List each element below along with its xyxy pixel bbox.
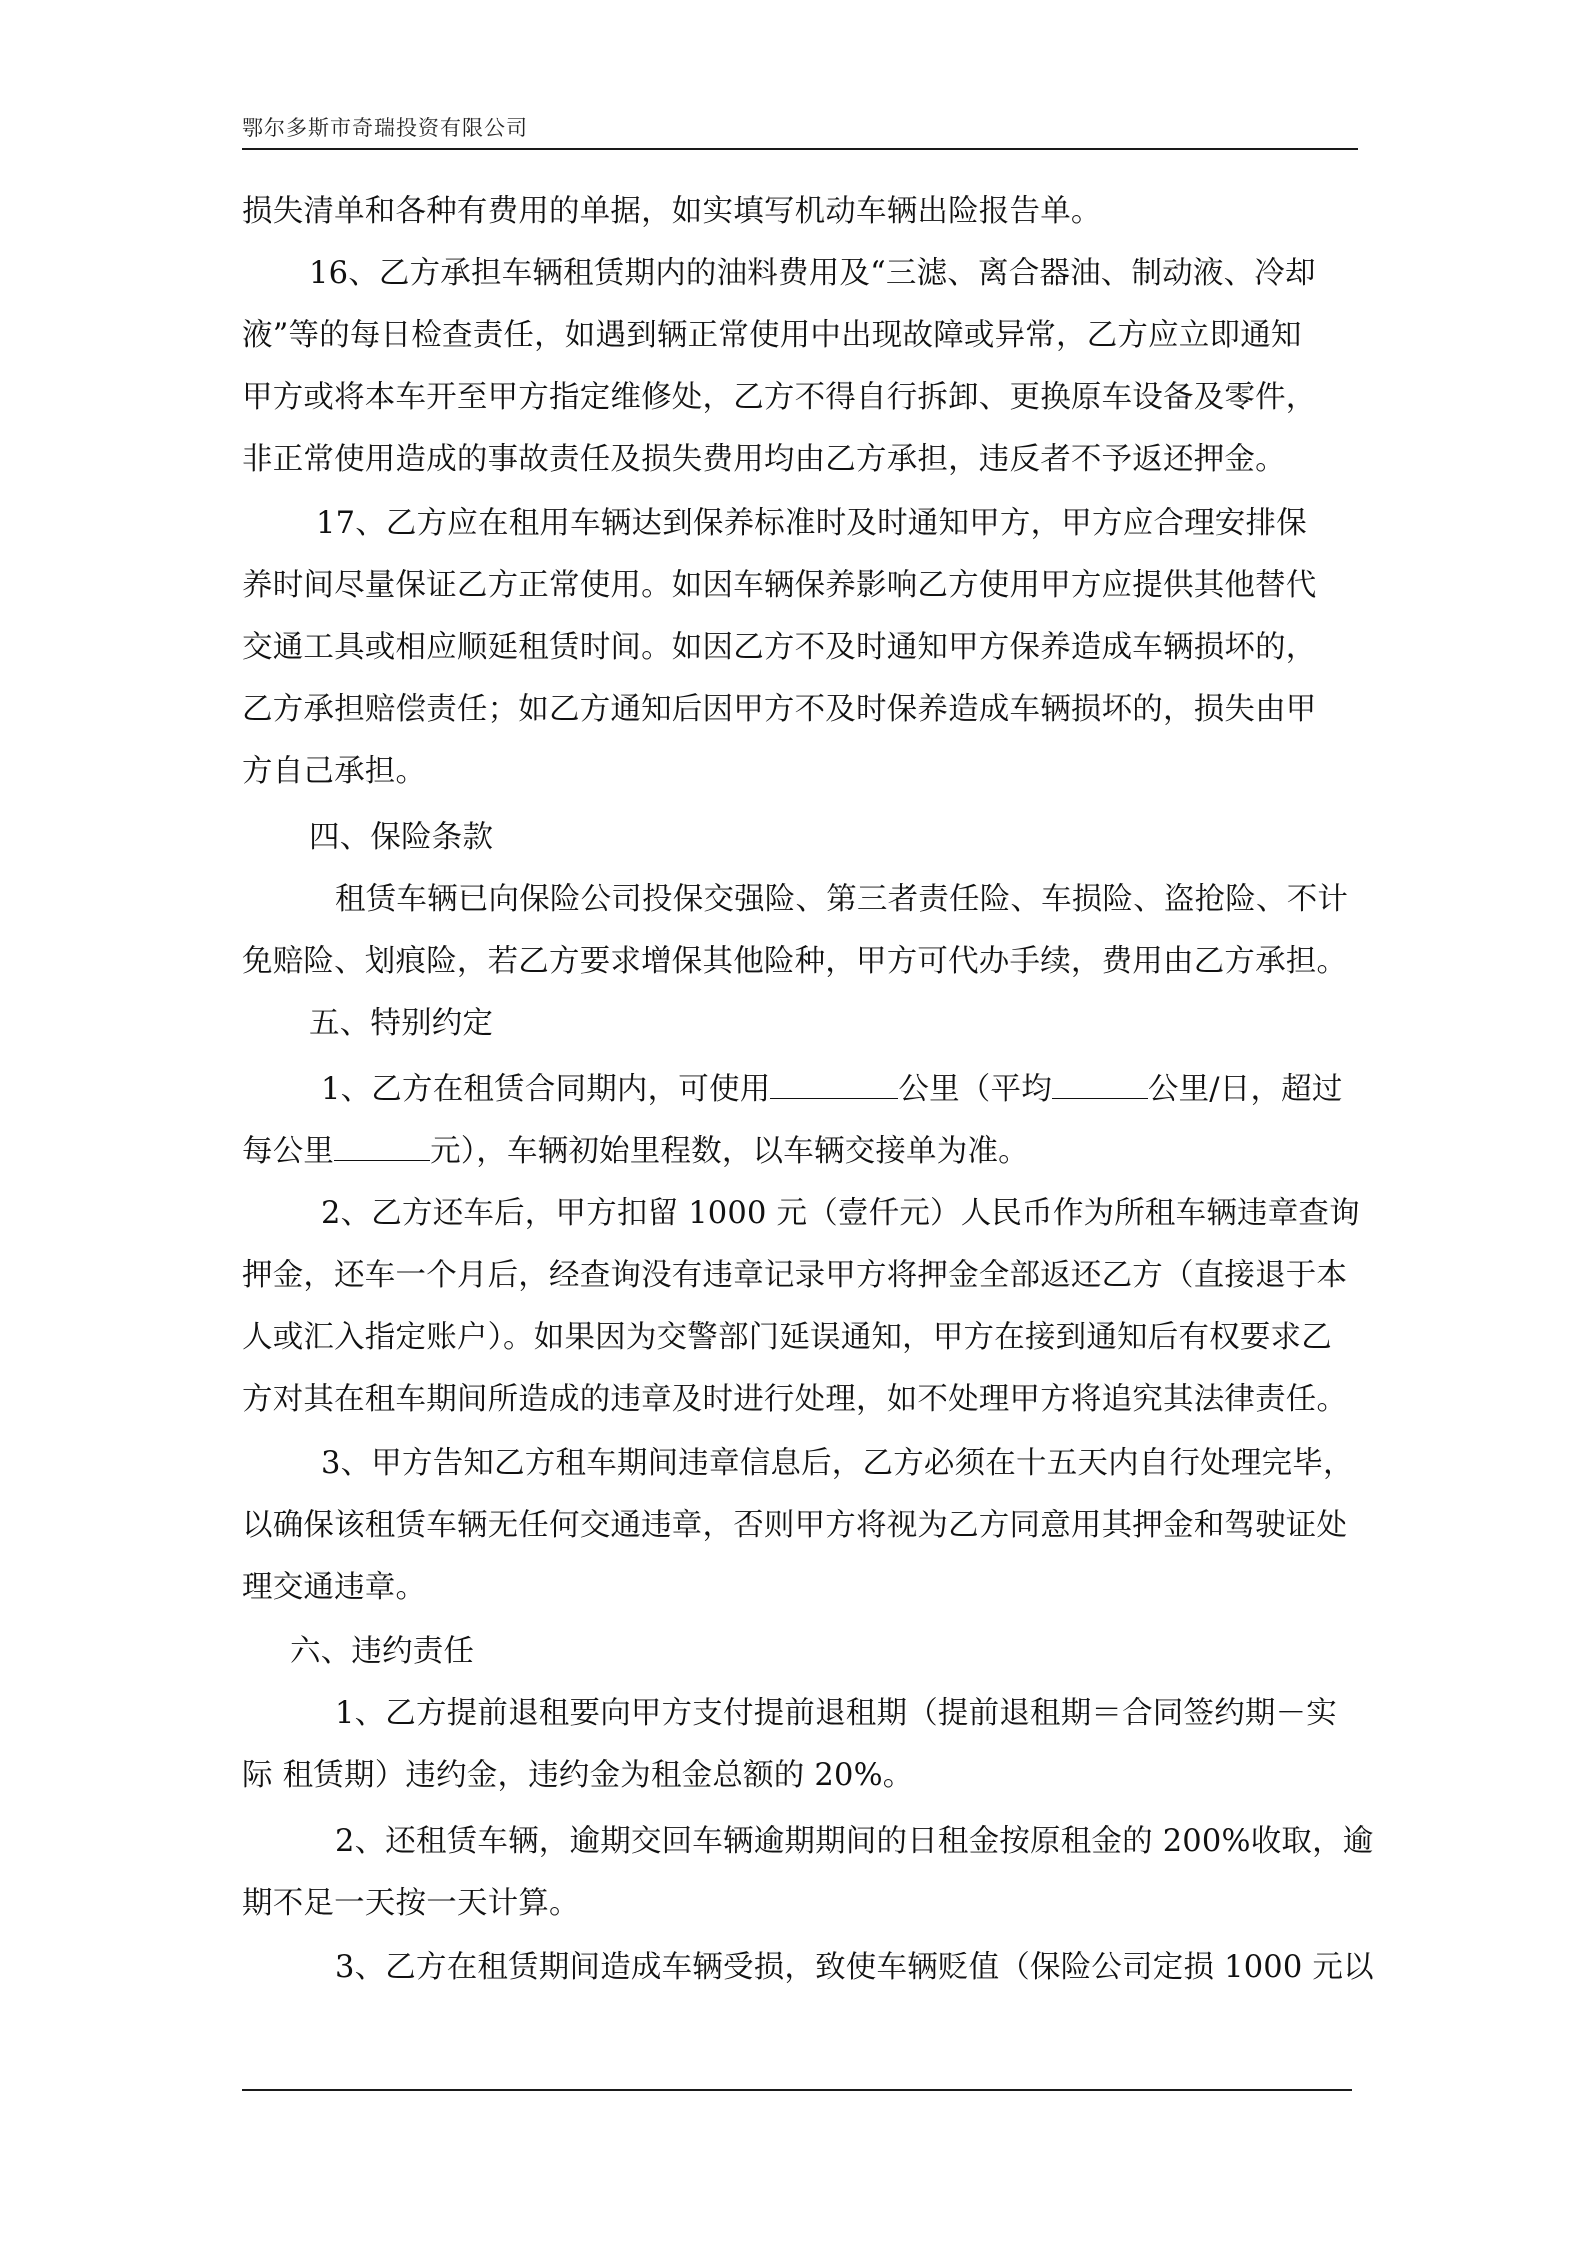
- text-line: 方对其在租车期间所造成的违章及时进行处理，如不处理甲方将追究其法律责任。: [242, 1382, 1348, 1417]
- text-line: 际 租赁期）违约金，违约金为租金总额的 20%。: [242, 1758, 914, 1793]
- text-line: 甲方或将本车开至甲方指定维修处，乙方不得自行拆卸、更换原车设备及零件，: [242, 380, 1317, 415]
- text-line: 方自己承担。: [242, 754, 427, 789]
- fill-in-line: [242, 1130, 1390, 1172]
- text-line: 理交通违章。: [242, 1570, 427, 1605]
- text-line: 养时间尽量保证乙方正常使用。如因车辆保养影响乙方使用甲方应提供其他替代: [242, 568, 1317, 603]
- text-segment: 每公里: [242, 1134, 335, 1169]
- company-name: 鄂尔多斯市奇瑞投资有限公司: [242, 116, 528, 140]
- text-line: 液”等的每日检查责任，如遇到辆正常使用中出现故障或异常，乙方应立即通知: [242, 318, 1302, 353]
- text-line: 2、乙方还车后，甲方扣留 1000 元（壹仟元）人民币作为所租车辆违章查询: [321, 1196, 1360, 1231]
- text-segment: 1、乙方在租赁合同期内，可使用: [321, 1072, 771, 1107]
- header-rule: [242, 148, 1358, 150]
- text-line: 以确保该租赁车辆无任何交通违章，否则甲方将视为乙方同意用其押金和驾驶证处: [242, 1508, 1348, 1543]
- text-line: 损失清单和各种有费用的单据，如实填写机动车辆出险报告单。: [242, 194, 1102, 229]
- text-line: 免赔险、划痕险，若乙方要求增保其他险种，甲方可代办手续，费用由乙方承担。: [242, 944, 1348, 979]
- text-line: 押金，还车一个月后，经查询没有违章记录甲方将押金全部返还乙方（直接退于本: [242, 1258, 1348, 1293]
- text-segment: 公里/日，超过: [1147, 1072, 1343, 1107]
- clause-16-line: 16、乙方承担车辆租赁期内的油料费用及“三滤、离合器油、制动液、冷却: [309, 256, 1316, 291]
- text-segment: 元），车辆初始里程数，以车辆交接单为准。: [430, 1134, 1029, 1169]
- text-segment: 公里（平均: [898, 1072, 1052, 1107]
- section-heading-insurance: 四、保险条款: [309, 820, 494, 855]
- text-line: 乙方承担赔偿责任；如乙方通知后因甲方不及时保养造成车辆损坏的，损失由甲: [242, 692, 1317, 727]
- clause-17-line: 17、乙方应在租用车辆达到保养标准时及时通知甲方，甲方应合理安排保: [316, 506, 1307, 541]
- text-line: 3、甲方告知乙方租车期间违章信息后，乙方必须在十五天内自行处理完毕，: [321, 1446, 1354, 1481]
- text-line: 3、乙方在租赁期间造成车辆受损，致使车辆贬值（保险公司定损 1000 元以: [335, 1950, 1374, 1985]
- footer-rule: [242, 2089, 1352, 2091]
- blank-field-km[interactable]: [770, 1068, 898, 1099]
- section-heading-special: 五、特别约定: [309, 1006, 494, 1041]
- text-line: 租赁车辆已向保险公司投保交强险、第三者责任险、车损险、盗抢险、不计: [335, 882, 1349, 917]
- text-line: 非正常使用造成的事故责任及损失费用均由乙方承担，违反者不予返还押金。: [242, 442, 1286, 477]
- text-line: 人或汇入指定账户）。如果因为交警部门延误通知，甲方在接到通知后有权要求乙: [242, 1320, 1332, 1355]
- text-line: 2、还租赁车辆，逾期交回车辆逾期期间的日租金按原租金的 200%收取，逾: [335, 1824, 1374, 1859]
- text-line: 1、乙方提前退租要向甲方支付提前退租期（提前退租期＝合同签约期－实: [335, 1696, 1338, 1731]
- text-line: 期不足一天按一天计算。: [242, 1886, 580, 1921]
- section-heading-breach: 六、违约责任: [290, 1634, 475, 1669]
- text-line: 交通工具或相应顺延租赁时间。如因乙方不及时通知甲方保养造成车辆损坏的，: [242, 630, 1317, 665]
- fill-in-line: [321, 1068, 1469, 1110]
- blank-field-km-per-day[interactable]: [1052, 1068, 1148, 1099]
- blank-field-price-per-km[interactable]: [334, 1130, 430, 1161]
